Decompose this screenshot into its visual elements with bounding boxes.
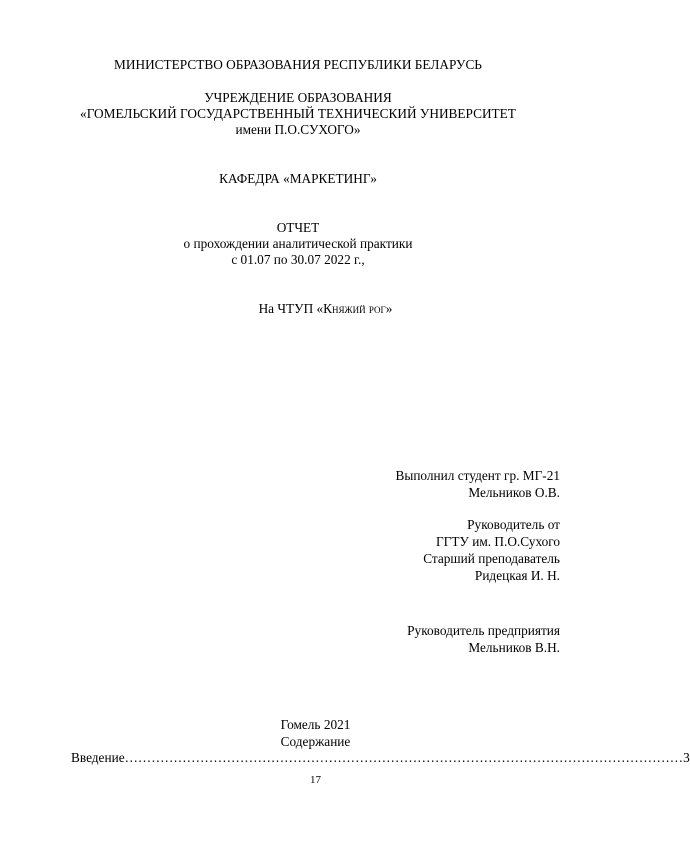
report-period: с 01.07 по 30.07 2022 г., [231,252,365,267]
supervisor-role-line-3: Старший преподаватель [423,551,560,566]
supervisor-role-line-2: ГГТУ им. П.О.Сухого [435,534,560,549]
contents-title: Содержание [280,734,351,749]
toc-page-number: 3 [683,750,690,765]
supervisor-role-line-1: Руководитель от [467,517,560,532]
city-year: Гомель 2021 [280,717,351,732]
toc-leader: ……………………………………………………………………………………………………………… [124,750,684,765]
enterprise-supervisor-name: Мельников В.Н. [468,640,560,655]
university-honorific: имени П.О.СУХОГО» [235,122,361,137]
company-suffix: » [385,301,393,316]
report-title: ОТЧЕТ [276,220,320,235]
toc-item-label: Введение [71,750,125,765]
student-name: Мельников О.В. [468,485,560,500]
institution-type: УЧРЕЖДЕНИЕ ОБРАЗОВАНИЯ [204,90,392,105]
student-label: Выполнил студент гр. МГ-21 [395,468,560,483]
enterprise-supervisor-role: Руководитель предприятия [407,623,560,638]
supervisor-name: Ридецкая И. Н. [474,568,560,583]
ministry-heading: МИНИСТЕРСТВО ОБРАЗОВАНИЯ РЕСПУБЛИКИ БЕЛАРУСЬ [114,57,482,72]
department-name: КАФЕДРА «МАРКЕТИНГ» [219,171,377,186]
report-subject: о прохождении аналитической практики [183,236,413,251]
toc-entry[interactable] [71,750,690,766]
company-prefix: На ЧТУП « [258,301,324,316]
company-line [0,301,596,317]
university-name: «ГОМЕЛЬСКИЙ ГОСУДАРСТВЕННЫЙ ТЕХНИЧЕСКИЙ УНИВЕРСИТЕТ [80,106,516,121]
page-number: 17 [310,774,321,786]
company-name: Княжий рог [323,301,386,316]
